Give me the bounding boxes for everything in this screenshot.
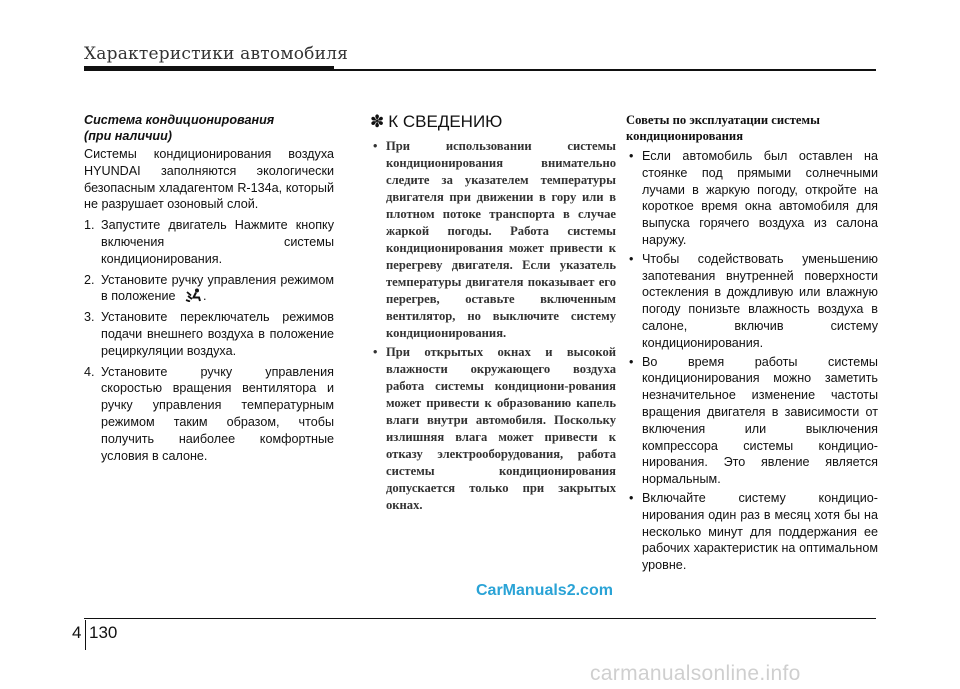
ac-step-text: Установите ручку управления скоростью вращения вентилятора и ручку управления температурным режимом таким образом, чтобы получить наиболее комфортные условия в салоне. (101, 364, 334, 463)
footer-rule (84, 618, 876, 619)
ac-section-title (84, 112, 334, 144)
ac-step-text: Установите ручку управления режимом в положение (101, 272, 334, 304)
ac-step (84, 217, 334, 267)
ac-step-number: 2. (84, 272, 95, 287)
floor-vent-mode-icon (185, 288, 203, 302)
ac-step-number: 1. (84, 218, 95, 233)
tip-bullet (626, 354, 878, 488)
tips-bullets (626, 148, 878, 574)
ac-step-number: 3. (84, 310, 95, 325)
ac-step-text: Запустите двигатель Нажмите кнопку включения системы кондиционирования. (101, 218, 334, 266)
information-bullet (370, 138, 616, 342)
information-bullet (370, 344, 616, 514)
header-rule-thick (84, 66, 334, 71)
column-operation-tips (626, 112, 878, 576)
ac-step (84, 272, 334, 306)
ac-intro-paragraph: Системы кондиционирования воздуха HYUNDAI заполняются экологически безопасным хладагентом R-134a, который не разрушает озоновый слой. (84, 147, 334, 212)
bullet-icon: • (629, 149, 634, 163)
ac-steps-list (84, 217, 334, 464)
tip-bullet-text: Чтобы содействовать уменьшению запотевания внутренней поверхности остекления в дождливую или влажную погоду понизьте влажность воздуха в салоне, включив систему кондиционирования. (642, 251, 878, 350)
chapter-number: 4 (72, 623, 82, 642)
bullet-icon: • (629, 251, 634, 266)
ac-section-title-line2: (при наличии) (84, 129, 172, 143)
site-watermark: carmanualsonline.info (590, 662, 801, 685)
bullet-icon: • (373, 345, 378, 359)
tip-bullet-text: Во время работы системы кондиционирования можно заметить незначительное изменение частоты вращения двигателя в зависимости от включения или выключения компрессора системы кондицио-нирования. Это явление является нормальным. (642, 354, 878, 487)
tip-bullet (626, 251, 878, 352)
header-rule-thin (334, 69, 876, 71)
information-title-text: К СВЕДЕНИЮ (388, 112, 503, 131)
ac-step (84, 309, 334, 359)
tip-bullet-text: Включайте систему кондицио-нирования один раз в месяц хотя бы на несколько минут для поддержания ее рабочих характеристик на оптимальном уровне. (642, 490, 878, 573)
asterisk-icon: ✽ (370, 112, 385, 131)
section-header-title: Характеристики автомобиля (84, 44, 349, 64)
tips-title: Советы по эксплуатации системы кондиционирования (626, 113, 820, 143)
tip-bullet (626, 148, 878, 249)
column-information-note (370, 112, 616, 516)
column-ac-system (84, 112, 334, 468)
ac-step-number: 4. (84, 364, 95, 379)
tip-bullet (626, 490, 878, 574)
ac-section-title-line1: Система кондиционирования (84, 113, 275, 127)
page-number: 130 (89, 623, 118, 642)
information-bullet-text: При открытых окнах и высокой влажности окружающего воздуха работа системы кондициони-рования может привести к образованию капель влаги внутри автомобиля. Поскольку излишняя влага может привести к отказу электрооборудования, работа системы кондиционирования допускается только при закрытых окнах. (386, 345, 616, 512)
bullet-icon: • (629, 490, 634, 505)
ac-step (84, 364, 334, 465)
tip-bullet-text: Если автомобиль был оставлен на стоянке под прямыми солнечными лучами в жаркую погоду, откройте на короткое время окна автомобиля для выпуска горячего воздуха из салона наружу. (642, 149, 878, 247)
carmanuals-watermark[interactable]: CarManuals2.com (476, 582, 613, 599)
ac-step-text: Установите переключатель режимов подачи внешнего воздуха в положение рециркуляции воздуха. (101, 310, 334, 358)
bullet-icon: • (373, 139, 378, 153)
bullet-icon: • (629, 354, 634, 369)
footer-separator (85, 620, 86, 650)
information-bullet-text: При использовании системы кондиционирования внимательно следите за указателем температуры двигателя при движении в гору или в плотном потоке транспорта в случае жаркой погоды. Работа системы кондиционирования может привести к перегреву двигателя. Если указатель температуры двигателя показывает его перегрев, оставьте включенным вентилятор, но выключите систему кондиционирования. (386, 139, 616, 340)
information-title (370, 112, 616, 132)
ac-step-suffix: . (203, 289, 207, 304)
information-bullets (370, 138, 616, 514)
